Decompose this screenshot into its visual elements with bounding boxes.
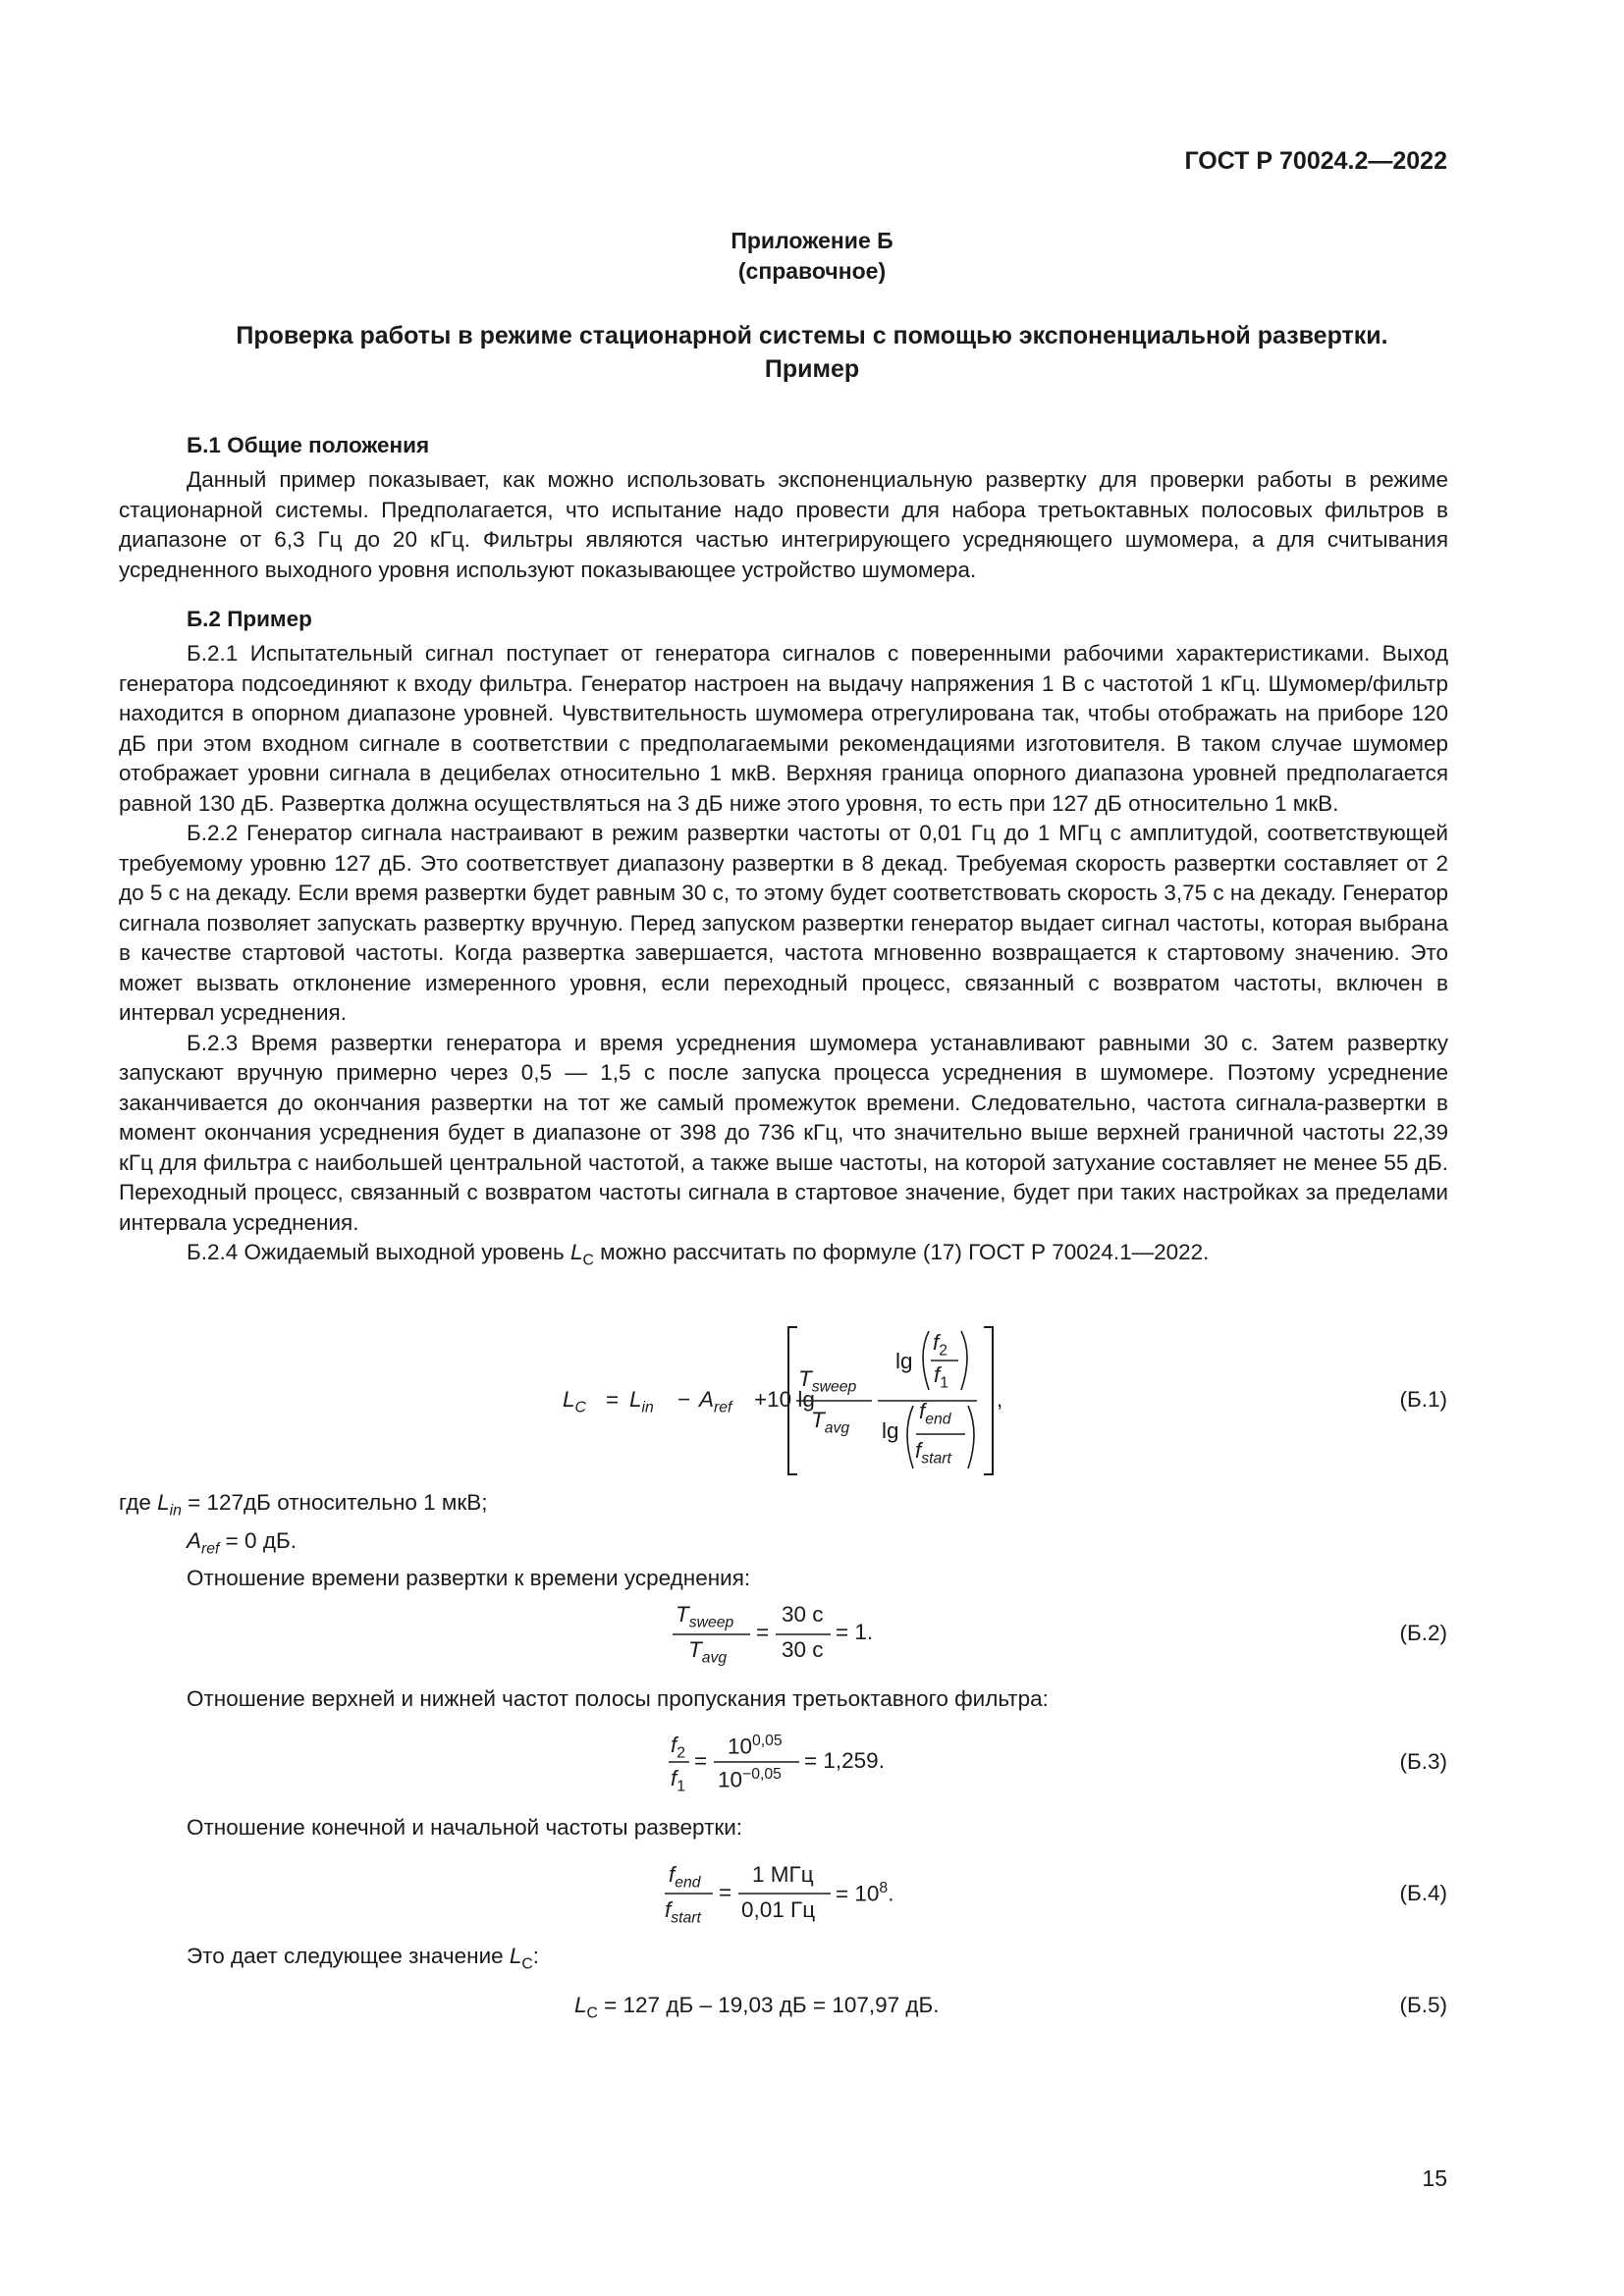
text-lc-value: Это дает следующее значение $L_C$: xyxy=(187,1944,540,1973)
text-sweep-ratio: Отношение конечной и начальной частоты развертки: xyxy=(187,1815,743,1840)
where-lin: где $L_{in} = 127дБ$ относительно 1 мкВ; xyxy=(119,1490,488,1520)
equation-number: (Б.1) xyxy=(1399,1387,1447,1412)
where-aref: $A_{ref} = 0$ дБ. xyxy=(187,1527,297,1557)
document-title-line2: Пример xyxy=(764,355,860,383)
paragraph-b23: Б.2.3 Время развертки генератора и время усреднения шумомера устанавливают равными 30 с. Затем развертку запускают вручную примерно через 0,5 — 1,5 с после запуска процесса усреднения в шумомере. Поэтому усреднение заканчивается до окончания развертки на тот же самый промежуток времени. Следовательно, частота сигнала-развертки в момент окончания усреднения будет в диапазоне от 398 до 736 кГц, что значительно выше верхней граничной частоты 22,39 кГц для фильтра с наибольшей центральной частотой, а также выше частоты, на которой затухание составляет не менее 55 дБ. Переходный процесс, связанный с возвратом частоты сигнала в стартовое значение, будет при таких настройках за пределами интервала усреднения. xyxy=(119,1030,1448,1235)
paragraph-b22: Б.2.2 Генератор сигнала настраивают в режим развертки частоты от 0,01 Гц до 1 МГц с амплитудой, соответствующей требуемому уровню 127 дБ. Это соответствует диапазону развертки в 8 декад. Требуемая скорость развертки составляет от 2 до 5 с на декаду. Если время развертки будет равным 30 с, то этому будет соответствовать скорость 3,75 с на декаду. Генератор сигнала позволяет запускать развертку вручную. Перед запуском развертки генератор выдает сигнал частоты, которая выбрана в качестве стартовой частоты. Когда развертка завершается, частота мгновенно возвращается к стартовому значению. Это может вызвать отклонение измеренного уровня, если переходный процесс, связанный с возвратом частоты, включен в интервал усреднения. xyxy=(119,821,1448,1025)
document-title-line1: Проверка работы в режиме стационарной системы с помощью экспоненциальной развертки. xyxy=(236,322,1388,349)
standard-designation: ГОСТ Р 70024.2—2022 xyxy=(1184,147,1447,175)
appendix-title: Приложение Б xyxy=(731,228,893,253)
text-filter-ratio: Отношение верхней и нижней частот полосы пропускания третьоктавного фильтра: xyxy=(187,1686,1049,1711)
paragraph-b24: Б.2.4 Ожидаемый выходной уровень $L_C$ можно рассчитать по формуле (17) ГОСТ Р 70024.1—2022. xyxy=(187,1240,1210,1269)
paragraph: Данный пример показывает, как можно использовать экспоненциальную развертку для проверки работы в режиме стационарной системы. Предполагается, что испытание надо провести для набора третьоктавных полосовых фильтров в диапазоне от 6,3 Гц до 20 кГц. Фильтры являются частью интегрирующего усредняющего шумомера, а для считывания усредненного выходного уровня используют показывающее устройство шумомера. xyxy=(119,467,1448,582)
where-block xyxy=(119,1488,750,1593)
paragraph-b21: Б.2.1 Испытательный сигнал поступает от генератора сигналов с поверенными рабочими характеристиками. Выход генератора подсоединяют к входу фильтра. Генератор настроен на выдачу напряжения 1 В с частотой 1 кГц. Шумомер/фильтр находится в опорном диапазоне уровней. Чувствительность шумомера отрегулирована так, чтобы отображать на приборе 120 дБ при этом входном сигнале в соответствии с предполагаемыми рекомендациями изготовителя. В таком случае шумомер отображает уровни сигнала в децибелах относительно 1 мкВ. Верхняя граница опорного диапазона уровней предполагается равной 130 дБ. Развертка должна осуществляться на 3 дБ ниже этого уровня, то есть при 127 дБ относительно 1 мкВ. xyxy=(119,641,1448,816)
section-heading-general: Б.1 Общие положения xyxy=(187,433,430,457)
section-heading-example: Б.2 Пример xyxy=(187,607,312,631)
page-number: 15 xyxy=(1422,2165,1447,2191)
ratio-text: Отношение времени развертки к времени усреднения: xyxy=(187,1566,751,1590)
appendix-status: (справочное) xyxy=(737,258,887,284)
